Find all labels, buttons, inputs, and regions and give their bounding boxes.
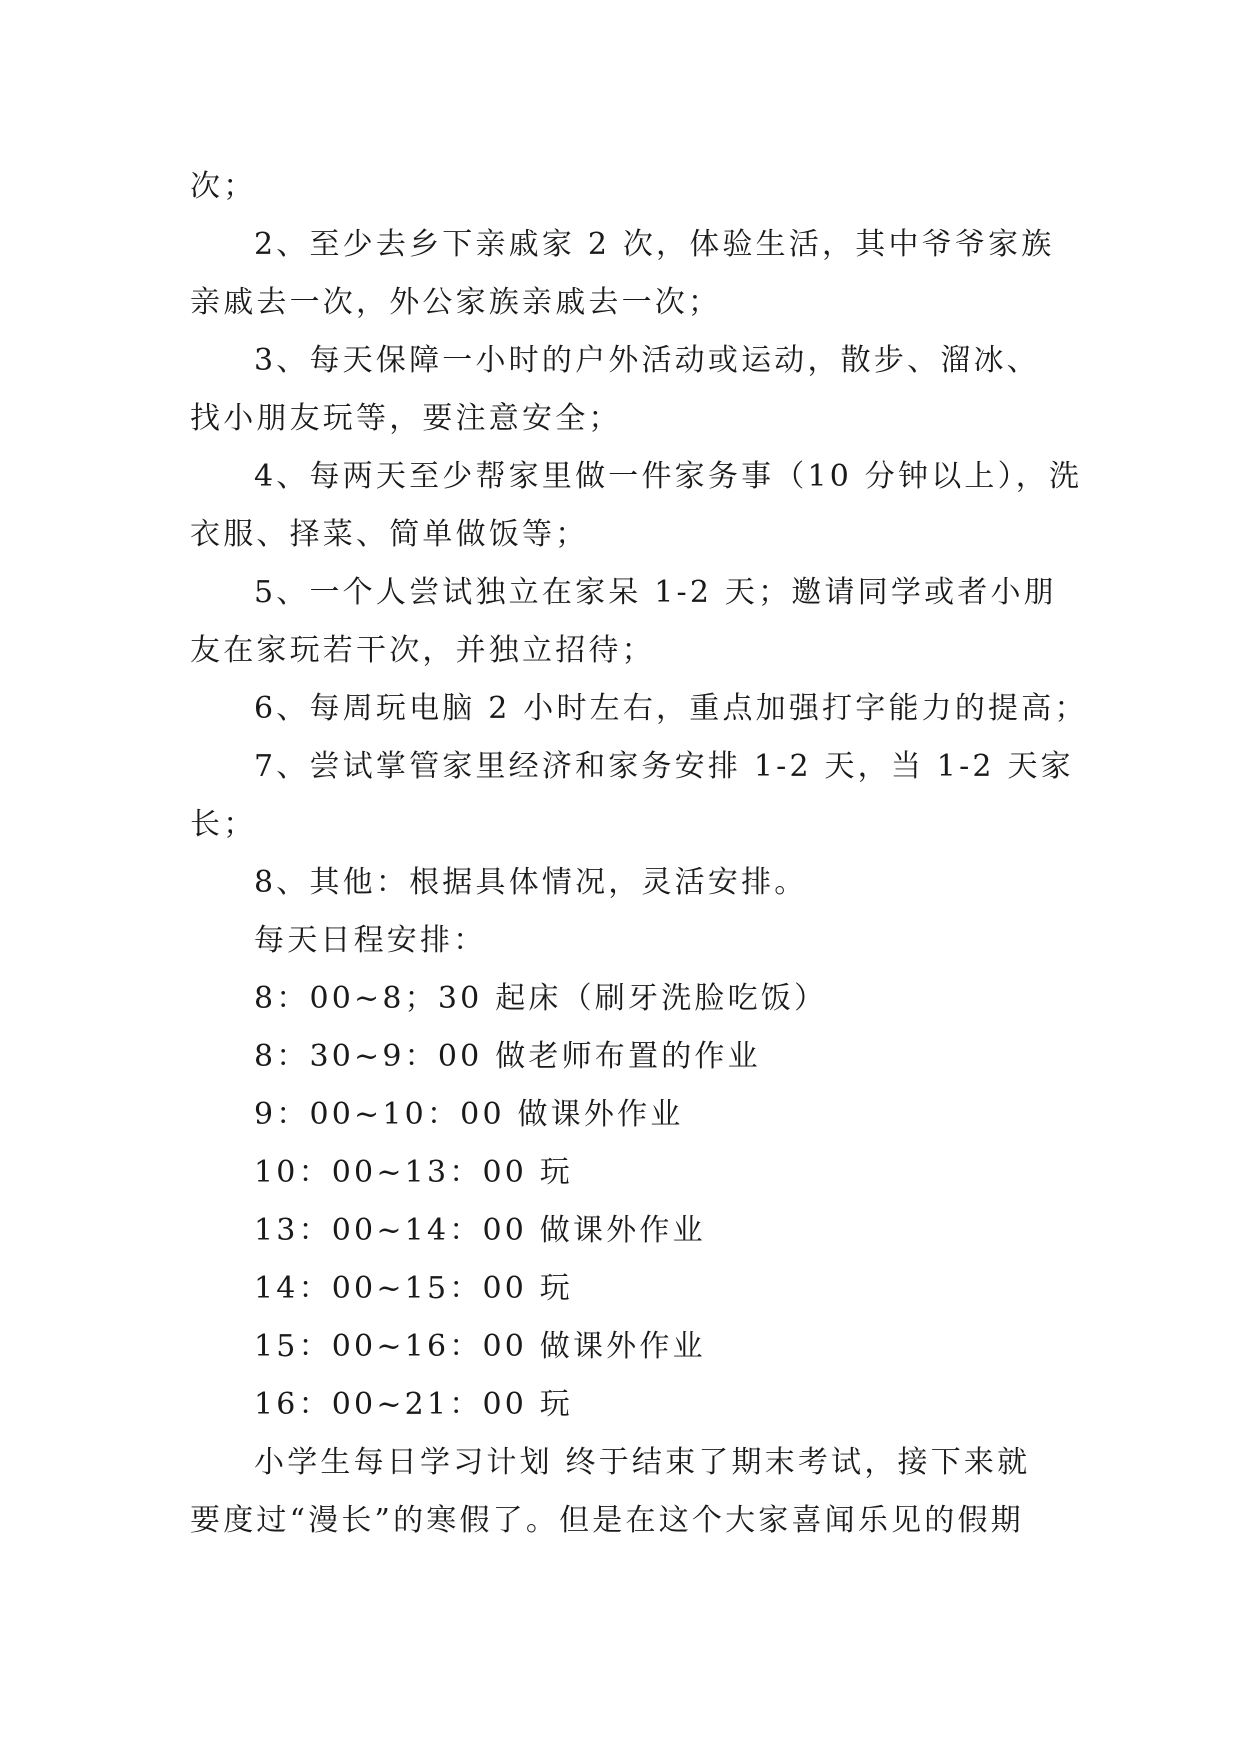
text-line: 次； <box>190 169 257 204</box>
text-line: 衣服、择菜、简单做饭等； <box>190 517 589 552</box>
schedule-item: 13：00~14：00 做课外作业 <box>254 1213 706 1248</box>
schedule-item: 9：00~10：00 做课外作业 <box>254 1097 684 1132</box>
schedule-item: 10：00~13：00 玩 <box>254 1155 573 1190</box>
schedule-item: 8：00~8；30 起床（刷牙洗脸吃饭） <box>254 981 828 1016</box>
schedule-heading: 每天日程安排： <box>254 923 487 958</box>
text-line: 小学生每日学习计划 终于结束了期末考试，接下来就 <box>254 1445 1031 1480</box>
text-line: 6、每周玩电脑 2 小时左右，重点加强打字能力的提高； <box>254 691 1088 726</box>
text-line: 友在家玩若干次，并独立招待； <box>190 633 655 668</box>
text-line: 7、尝试掌管家里经济和家务安排 1-2 天，当 1-2 天家 <box>254 749 1074 784</box>
schedule-item: 8：30~9：00 做老师布置的作业 <box>254 1039 761 1074</box>
schedule-item: 16：00~21：00 玩 <box>254 1387 573 1422</box>
schedule-item: 14：00~15：00 玩 <box>254 1271 573 1306</box>
text-line: 找小朋友玩等，要注意安全； <box>190 401 622 436</box>
text-line: 3、每天保障一小时的户外活动或运动，散步、溜冰、 <box>254 343 1040 378</box>
schedule-item: 15：00~16：00 做课外作业 <box>254 1329 706 1364</box>
text-line: 8、其他：根据具体情况，灵活安排。 <box>254 865 808 900</box>
text-line: 4、每两天至少帮家里做一件家务事（10 分钟以上），洗 <box>254 459 1083 494</box>
text-line: 2、至少去乡下亲戚家 2 次，体验生活，其中爷爷家族 <box>254 227 1055 262</box>
text-line: 要度过“漫长”的寒假了。但是在这个大家喜闻乐见的假期 <box>190 1503 1024 1538</box>
text-line: 亲戚去一次，外公家族亲戚去一次； <box>190 285 722 320</box>
text-line: 长； <box>190 807 257 842</box>
text-line: 5、一个人尝试独立在家呆 1-2 天；邀请同学或者小朋 <box>254 575 1057 610</box>
document-page <box>190 158 1088 1550</box>
